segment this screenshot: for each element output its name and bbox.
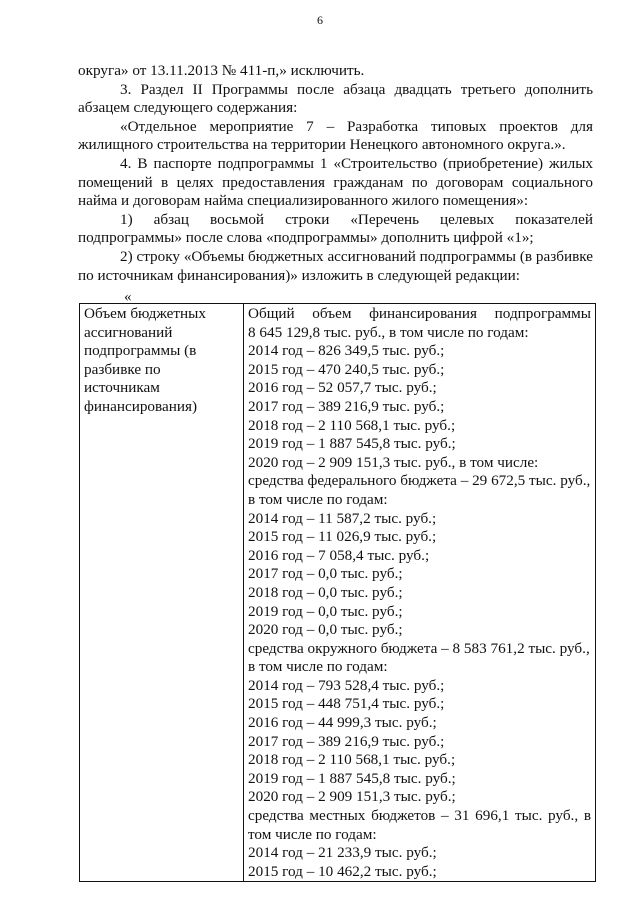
table-value-line: 2014 год – 826 349,5 тыс. руб.; xyxy=(248,342,445,360)
table-value-line: 2015 год – 11 026,9 тыс. руб.; xyxy=(248,528,437,546)
table-value-line: 2015 год – 470 240,5 тыс. руб.; xyxy=(248,360,445,378)
table-value-line: 2020 год – 0,0 тыс. руб.; xyxy=(248,621,403,639)
table-value-line: 2014 год – 11 587,2 тыс. руб.; xyxy=(248,509,437,527)
table-value-line: 2018 год – 2 110 568,1 тыс. руб.; xyxy=(248,416,456,434)
table-value-lines xyxy=(248,324,591,882)
table-value-line: 2017 год – 0,0 тыс. руб.; xyxy=(248,565,403,583)
table-value-line: 2016 год – 7 058,4 тыс. руб.; xyxy=(248,546,430,564)
table-value-line: 2015 год – 10 462,2 тыс. руб.; xyxy=(248,862,437,880)
table-row xyxy=(80,304,596,882)
table-value-line: 2016 год – 44 999,3 тыс. руб.; xyxy=(248,714,437,732)
table-value-line: 2018 год – 2 110 568,1 тыс. руб.; xyxy=(248,751,456,769)
table-value-line: в том числе по годам: xyxy=(248,490,388,508)
table-value-line: в том числе по годам: xyxy=(248,658,388,676)
paragraph: 2) строку «Объемы бюджетных ассигнований подпрограммы (в разбивке по источникам финансирования)» изложить в следующей редакции: xyxy=(78,247,593,284)
table-value-header: Общий объем финансирования подпрограммы xyxy=(248,305,591,322)
page-number: 6 xyxy=(317,13,323,27)
opening-quote: « xyxy=(124,289,132,305)
table-value-line: 2020 год – 2 909 151,3 тыс. руб.; xyxy=(248,788,456,806)
table-value-line: 2018 год – 0,0 тыс. руб.; xyxy=(248,583,403,601)
table-value-line: 2019 год – 1 887 545,8 тыс. руб.; xyxy=(248,435,456,453)
paragraph: округа» от 13.11.2013 № 411-п,» исключить. xyxy=(78,62,365,79)
table-value-line: 8 645 129,8 тыс. руб., в том числе по годам: xyxy=(248,323,529,341)
paragraph: 1) абзац восьмой строки «Перечень целевых показателей подпрограммы» после слова «подпрограммы» дополнить цифрой «1»; xyxy=(78,210,593,247)
table-value-line: 2015 год – 448 751,4 тыс. руб.; xyxy=(248,695,445,713)
table-value-line: 2016 год – 52 057,7 тыс. руб.; xyxy=(248,379,437,397)
paragraph: «Отдельное мероприятие 7 – Разработка типовых проектов для жилищного строительства на территории Ненецкого автономного округа.». xyxy=(78,117,593,154)
table-label-cell xyxy=(80,304,244,882)
table-value-line: 2019 год – 0,0 тыс. руб.; xyxy=(248,602,403,620)
table-value-line: 2014 год – 793 528,4 тыс. руб.; xyxy=(248,676,445,694)
table-value-line: 2020 год – 2 909 151,3 тыс. руб., в том числе: xyxy=(248,453,539,471)
paragraph: 4. В паспорте подпрограммы 1 «Строительство (приобретение) жилых помещений в целях предоставления гражданам по договорам социального найма и договорам найма специализированного жилого помещения»: xyxy=(78,154,593,210)
table-value-line: том числе по годам: xyxy=(248,825,377,843)
table-value-line: средства федерального бюджета – 29 672,5 тыс. руб., xyxy=(248,472,591,490)
table-value-cell xyxy=(244,304,596,882)
body-text xyxy=(78,62,593,285)
table-value-line: 2014 год – 21 233,9 тыс. руб.; xyxy=(248,844,437,862)
table-value-line: средства окружного бюджета – 8 583 761,2 тыс. руб., xyxy=(248,639,590,657)
table-value-line: 2017 год – 389 216,9 тыс. руб.; xyxy=(248,732,445,750)
table-value-line: средства местных бюджетов – 31 696,1 тыс. руб., в xyxy=(248,807,591,825)
table-value-line: 2017 год – 389 216,9 тыс. руб.; xyxy=(248,397,445,415)
paragraph: 3. Раздел II Программы после абзаца двадцать третьего дополнить абзацем следующего содержания: xyxy=(78,80,593,117)
budget-table xyxy=(79,303,596,882)
table-label-text: Объем бюджетных ассигнований подпрограммы (в разбивке по источникам финансирования) xyxy=(84,305,206,415)
table-value-line: 2019 год – 1 887 545,8 тыс. руб.; xyxy=(248,769,456,787)
